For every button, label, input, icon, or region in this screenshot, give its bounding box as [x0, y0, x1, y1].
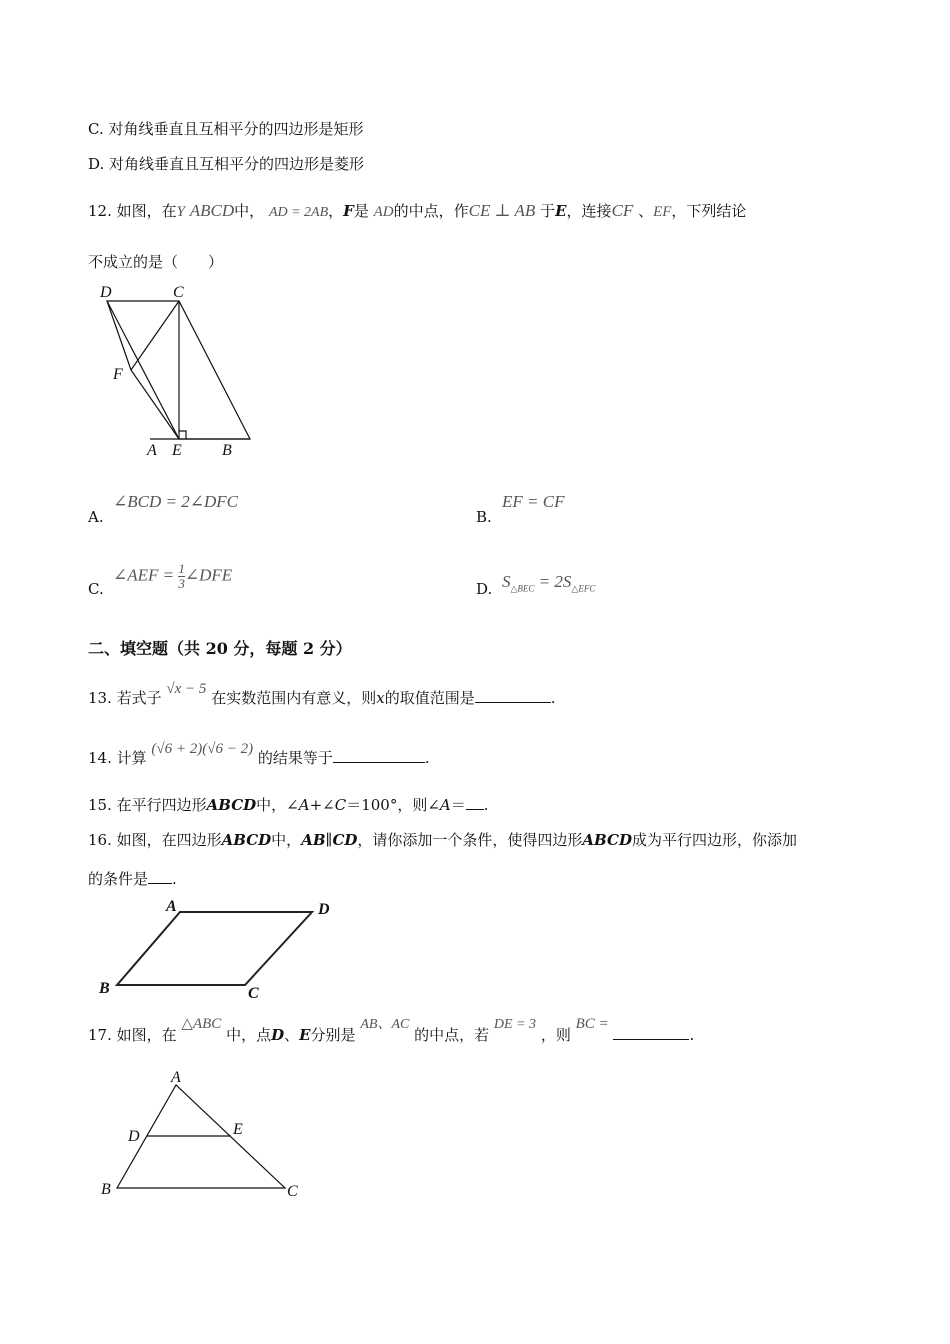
q16-end: .	[172, 870, 177, 888]
q16-parallel: ∥	[325, 831, 333, 849]
q13-post2: 的取值范围是	[384, 689, 475, 707]
fraction-numerator: 1	[178, 561, 185, 576]
q12-ad: AD	[373, 204, 394, 220]
q17-label-c: C	[287, 1183, 298, 1200]
q12-option-d-label: D.	[476, 580, 493, 598]
q12-option-a-expr: ∠BCD = 2∠DFC	[113, 492, 238, 511]
q16-label-d: D	[318, 901, 330, 918]
q12-option-c-label: C.	[88, 580, 104, 598]
q17-dun: 、	[284, 1026, 300, 1044]
q13-post: 在实数范围内有意义，则	[211, 689, 377, 707]
q17-e: E	[299, 1026, 311, 1044]
q16-pre: 16. 如图，在四边形	[88, 831, 222, 849]
q15-plus: +∠	[309, 796, 335, 814]
q12-label-e: E	[172, 442, 182, 459]
q15-pre: 15. 在平行四边形	[88, 796, 207, 814]
q15-a1: A	[298, 796, 310, 814]
q16-cd: CD	[332, 831, 358, 849]
q12-stem-line2: 不成立的是（ ）	[88, 253, 224, 271]
q12-option-b-expr: EF = CF	[502, 492, 565, 511]
q17-end: .	[689, 1026, 695, 1044]
q15-eq2: ＝	[450, 796, 466, 814]
q14-pre: 14. 计算	[88, 749, 147, 767]
q15-eq: ＝100°，则∠	[346, 796, 440, 814]
q13-end: .	[550, 689, 556, 707]
q17-label-e: E	[233, 1121, 243, 1138]
q14-expr: (√6 + 2)(√6 − 2)	[151, 741, 254, 757]
q16-abcd1: ABCD	[221, 831, 272, 849]
q12-ef: EF	[653, 204, 672, 220]
q17-pre: 17. 如图，在	[88, 1026, 177, 1044]
q17-midpoint-text: 的中点，若	[414, 1026, 490, 1044]
q17-label-a: A	[171, 1069, 181, 1086]
q17-label-b: B	[101, 1181, 111, 1198]
q11-option-d: D. 对角线垂直且互相平分的四边形是菱形	[88, 155, 365, 173]
section-heading: 二、填空题（共 20 分，每题 2 分）	[88, 639, 352, 658]
q12-option-c-post: ∠DFE	[184, 565, 233, 585]
q12-label-a: A	[147, 442, 157, 459]
q16-label-b: B	[99, 980, 110, 997]
q14-post: 的结果等于	[257, 749, 333, 767]
q12-shi: 是	[353, 202, 369, 220]
q12-option-d-sub2: △EFC	[571, 583, 596, 594]
q12-label-c: C	[173, 284, 184, 301]
parallelogram-symbol: Y	[176, 204, 185, 220]
q12-option-d-mid: = 2S	[534, 572, 572, 591]
q12-option-b-label: B.	[476, 508, 492, 526]
q12-perp: CE ⊥ AB	[468, 201, 536, 220]
q16-abcd2: ABCD	[582, 831, 632, 849]
q17-mid: 中，点	[226, 1026, 272, 1044]
q12-yu: 于	[540, 202, 556, 220]
q12-option-a-label: A.	[88, 508, 104, 526]
q12-label-b: B	[222, 442, 232, 459]
q15-a2: A	[439, 796, 451, 814]
q16-line2-text: 的条件是	[88, 870, 149, 888]
q12-tail: ，下列结论	[671, 202, 747, 220]
q12-zhong: 中，	[234, 202, 265, 220]
q16-ab: AB	[301, 831, 326, 849]
q16-label-c: C	[248, 985, 259, 1002]
q12-option-d-s1: S	[502, 572, 511, 591]
q13-x: x	[376, 689, 385, 707]
q17-fenbie: 分别是	[310, 1026, 356, 1044]
q12-option-d-sub1: △BEC	[510, 583, 535, 594]
q15-end: .	[483, 796, 489, 814]
q12-abcd: ABCD	[189, 201, 235, 220]
q15-c: C	[334, 796, 347, 814]
q12-midpoint: 的中点，作	[393, 202, 469, 220]
q12-comma: ，	[328, 202, 344, 220]
q16-label-a: A	[166, 898, 177, 915]
q17-ze: ，则	[540, 1026, 571, 1044]
q17-sides: AB、AC	[360, 1017, 410, 1032]
q15-abcd: ABCD	[206, 796, 257, 814]
q17-triangle: △ABC	[181, 1016, 222, 1032]
q17-d: D	[271, 1026, 285, 1044]
q12-condition-ad: AD = 2AB	[268, 205, 329, 220]
q13-pre: 13. 若式子	[88, 689, 162, 707]
q12-number: 12. 如图，在	[88, 202, 177, 220]
q12-dun: 、	[638, 202, 654, 220]
q12-label-f: F	[113, 366, 123, 383]
q17-bc: BC =	[575, 1016, 609, 1032]
q12-label-d: D	[100, 284, 112, 301]
q16-tail: 成为平行四边形，你添加	[631, 831, 797, 849]
q11-option-c: C. 对角线垂直且互相平分的四边形是矩形	[88, 120, 364, 138]
q12-lianjie: ，连接	[566, 202, 612, 220]
q12-cf: CF	[611, 201, 634, 220]
q12-e: E	[555, 202, 567, 220]
q15-mid: 中，∠	[256, 796, 299, 814]
q17-label-d: D	[128, 1128, 140, 1145]
q16-mid2: ，请你添加一个条件，使得四边形	[357, 831, 583, 849]
q13-sqrt-expr: √x − 5	[166, 681, 207, 697]
q12-option-c-pre: ∠AEF =	[113, 565, 175, 585]
q16-mid1: 中，	[271, 831, 302, 849]
q14-end: .	[424, 749, 430, 767]
fraction-denominator: 3	[178, 576, 185, 591]
q12-f: F	[343, 202, 354, 220]
q17-condition: DE = 3	[493, 1017, 537, 1032]
